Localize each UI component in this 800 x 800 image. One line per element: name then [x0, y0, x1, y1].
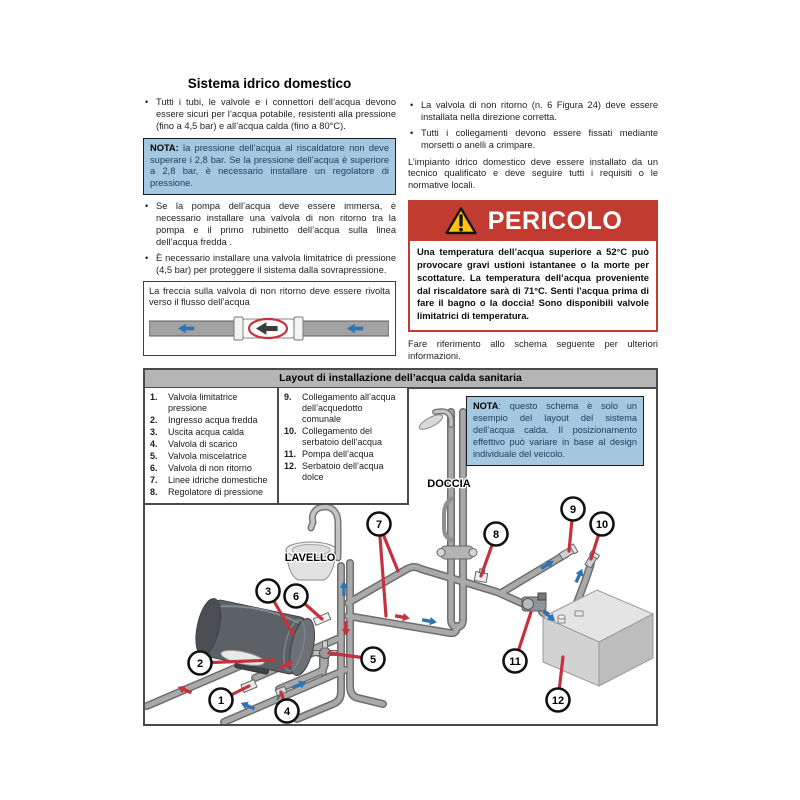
svg-text:12: 12 — [551, 695, 565, 707]
bullet-text: La valvola di non ritorno (n. 6 Figura 24) deve essere installata nella direzione corretta. — [421, 100, 658, 122]
bullet-marker: • — [410, 127, 414, 138]
note-label: NOTA: — [150, 142, 179, 153]
svg-text:7: 7 — [375, 519, 383, 531]
callout-5 — [362, 648, 385, 671]
installation-layout-figure — [143, 368, 658, 726]
svg-text:5: 5 — [369, 654, 377, 666]
check-valve-illustration — [149, 312, 389, 346]
shower-mixer — [441, 546, 473, 559]
danger-title: PERICOLO — [487, 207, 623, 236]
legend-item: 3. Uscita acqua calda — [150, 426, 245, 437]
left-column — [143, 97, 396, 356]
water-pump — [522, 593, 546, 611]
bullet-text: Tutti i tubi, le valvole e i connettori dell’acqua devono essere sicuri per l’acqua potabile, resistenti alla pressione (fino a 4,5 bar) e all’acqua calda (fino a 80°C). — [156, 97, 396, 131]
right-column — [408, 100, 658, 363]
note-text: : questo schema è solo un esempio del layout del sistema dell’acqua calda. Il posizionamento effettivo può variare in base al design individuale del veicolo. — [473, 401, 637, 459]
legend-column-1 — [145, 388, 277, 503]
diagram-note-box — [466, 396, 644, 466]
bullet-text: Se la pompa dell’acqua deve essere immersa, è necessario installare una valvola di non ritorno tra la pompa e il primo rubinetto dell’acqua sulla linea dell’acqua fredda . — [156, 201, 396, 247]
legend-item: 10. Collegamento del serbatoio dell’acqua — [284, 425, 383, 447]
diagram-legend — [145, 388, 409, 505]
note-box — [143, 138, 396, 196]
callout-4 — [276, 700, 299, 723]
note-label: NOTA — [473, 401, 499, 411]
legend-item: 7. Linee idriche domestiche — [150, 474, 268, 485]
callout-6 — [285, 585, 308, 608]
bullet-item — [408, 100, 658, 124]
svg-text:8: 8 — [492, 529, 500, 541]
bullet-item — [143, 201, 396, 249]
danger-box — [408, 200, 658, 332]
paragraph: Fare riferimento allo schema seguente per ulteriori informazioni. — [408, 338, 658, 361]
svg-text:2: 2 — [196, 658, 204, 670]
legend-item: 5. Valvola miscelatrice — [150, 450, 247, 461]
bullet-marker: • — [145, 201, 149, 212]
callout-7 — [368, 513, 391, 536]
legend-column-2 — [277, 388, 407, 503]
legend-item: 12. Serbatoio dell’acqua dolce — [284, 460, 384, 482]
legend-item: 1. Valvola limitatrice pressione — [150, 392, 238, 413]
svg-text:1: 1 — [217, 695, 225, 707]
legend-item: 6. Valvola di non ritorno — [150, 462, 252, 473]
callout-8 — [485, 523, 508, 546]
callout-10 — [591, 513, 614, 536]
shower-head — [417, 412, 444, 432]
shower-label: DOCCIA — [427, 478, 471, 490]
legend-item: 4. Valvola di scarico — [150, 438, 238, 449]
legend-item: 2. Ingresso acqua fredda — [150, 414, 258, 425]
svg-text:6: 6 — [292, 591, 300, 603]
callout-2 — [189, 652, 212, 675]
figure-caption: La freccia sulla valvola di non ritorno deve essere rivolta verso il flusso dell’acqua — [149, 285, 390, 308]
bullet-text: Tutti i collegamenti devono essere fissati mediante morsetti o anelli a crimpare. — [421, 127, 658, 150]
danger-text: Una temperatura dell’acqua superiore a 52°C può provocare gravi ustioni istantanee o la morte per scottature. La temperatura dell’acqua proveniente dal riscaldatore sarà di 71°C. Senti l’acqua prima di fare il bagno o la doccia! Sono disponibili valvole limitatrici di temperatura. — [417, 246, 649, 322]
bullet-marker: • — [145, 97, 149, 107]
svg-text:9: 9 — [569, 504, 577, 516]
check-valve-figure — [143, 281, 396, 357]
svg-text:3: 3 — [264, 586, 272, 598]
note-text: la pressione dell’acqua al riscaldatore non deve superare i 2,8 bar. Se la pressione dell’acqua è superiore a 2,8 bar, è necessario installare un regolatore di pressione. — [150, 142, 390, 189]
legend-item: 8. Regolatore di pressione — [150, 486, 264, 497]
bullet-marker: • — [145, 252, 149, 263]
paragraph: L’impianto idrico domestico deve essere installato da un tecnico qualificato e deve seguire tutti i requisiti o le normative locali. — [408, 156, 658, 191]
bullet-item — [143, 97, 396, 133]
bullet-item — [143, 253, 396, 277]
svg-text:11: 11 — [509, 656, 521, 668]
svg-text:10: 10 — [595, 519, 609, 531]
callout-3 — [257, 580, 280, 603]
sink — [286, 507, 338, 580]
callout-12 — [547, 689, 570, 712]
valve-flange-left — [234, 317, 243, 340]
callout-9 — [562, 498, 585, 521]
figure-title: Layout di installazione dell’acqua calda sanitaria — [145, 370, 656, 389]
warning-triangle-icon — [444, 206, 478, 236]
bullet-marker: • — [410, 100, 414, 110]
danger-header — [410, 202, 656, 241]
page-title: Sistema idrico domestico — [187, 76, 352, 91]
sink-label: LAVELLO — [284, 552, 336, 564]
svg-text:4: 4 — [283, 706, 291, 718]
bullet-text: È necessario installare una valvola limitatrice di pressione (4,5 bar) per proteggere il sistema dalla sovrapressione. — [156, 252, 396, 275]
fresh-water-tank — [543, 590, 653, 686]
bullet-item — [408, 128, 658, 152]
callout-11 — [504, 650, 527, 673]
valve-flange-right — [294, 317, 303, 340]
legend-item: 11. Pompa dell’acqua — [284, 448, 374, 459]
callout-1 — [210, 689, 233, 712]
legend-item: 9. Collegamento all’acqua dell’acquedotto comunale — [284, 392, 396, 424]
